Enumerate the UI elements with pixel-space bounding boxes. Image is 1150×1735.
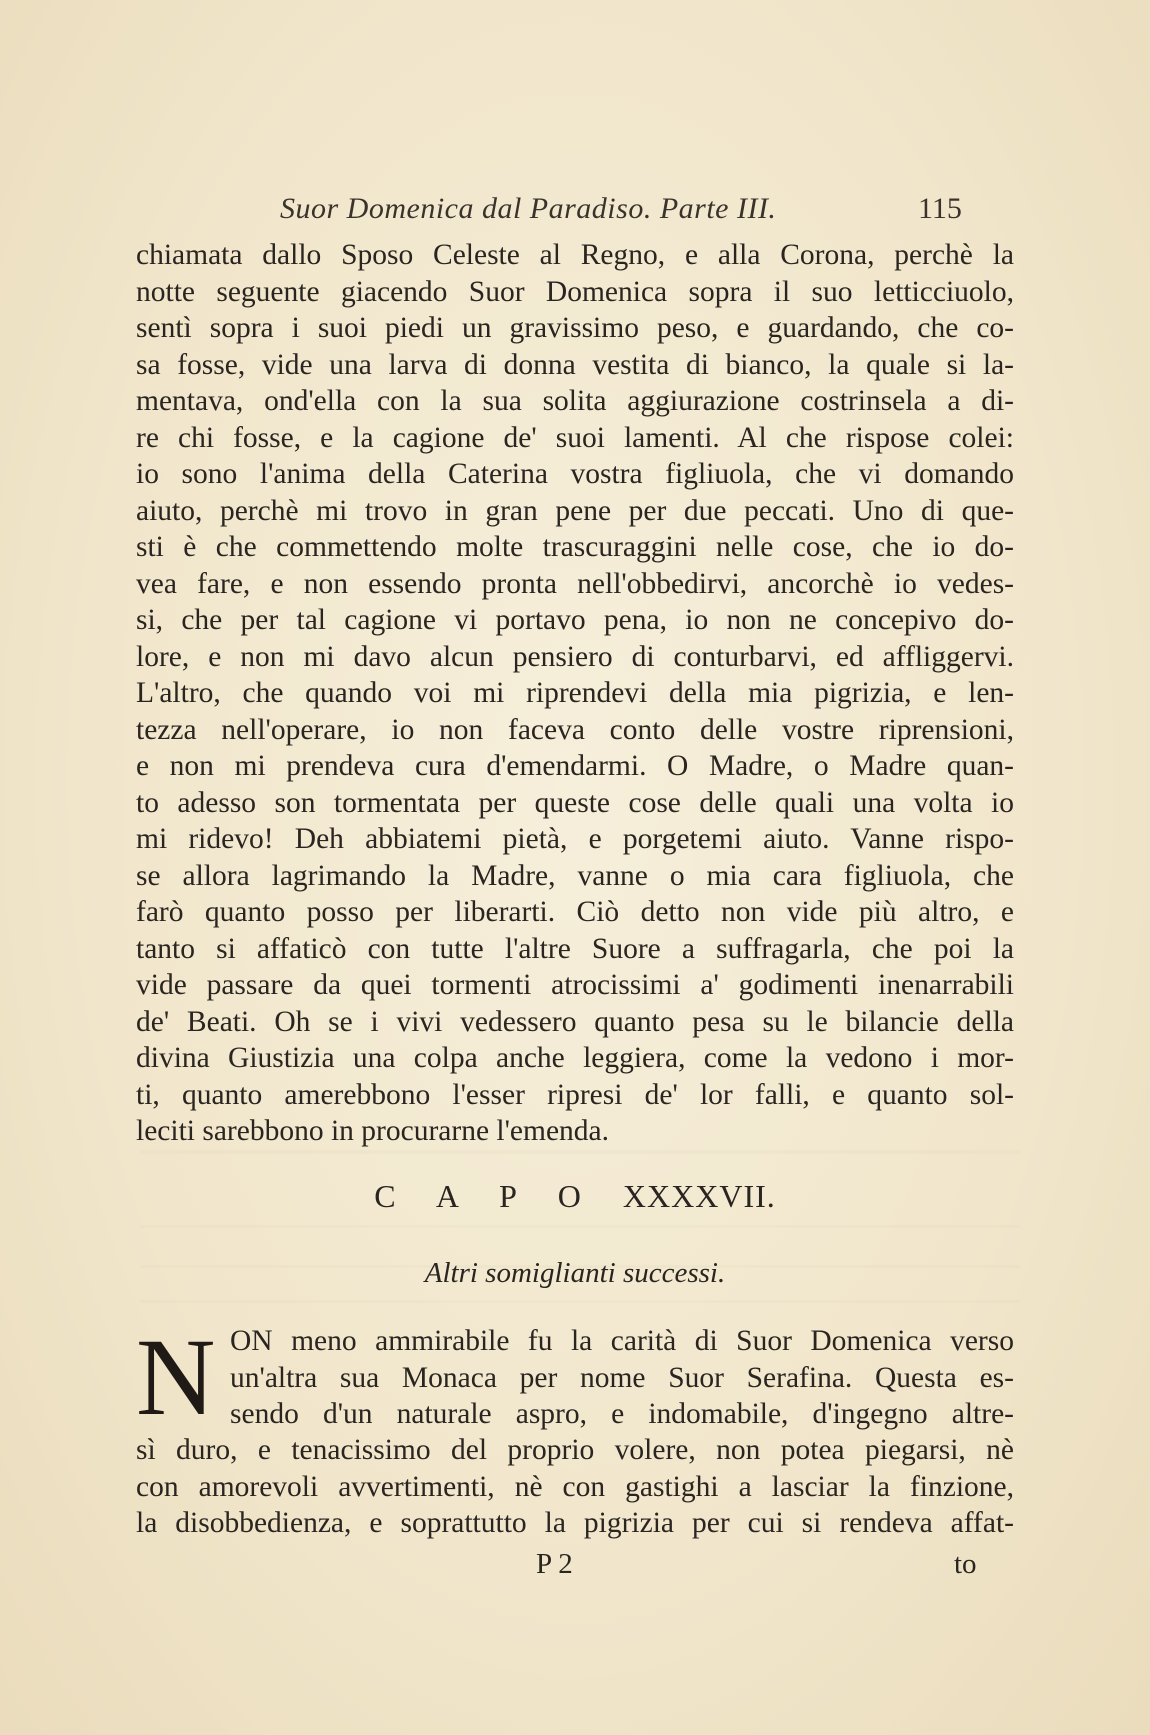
text-line: e non mi prendeva cura d'emendarmi. O Madre, o Madre quan-	[136, 750, 1014, 782]
text-line: de' Beati. Oh se i vivi vedessero quanto pesa su le bilancie della	[136, 1005, 1014, 1038]
text-line: sti è che commettendo molte trascuraggini nelle cose, che io do-	[136, 531, 1014, 563]
chapter-heading	[0, 1178, 1150, 1215]
text-line: tezza nell'operare, io non faceva conto delle vostre riprensioni,	[136, 713, 1014, 746]
text-line: sa fosse, vide una larva di donna vestita di bianco, la quale si la-	[136, 348, 1014, 381]
text-line: notte seguente giacendo Suor Domenica sopra il suo letticciuolo,	[136, 275, 1014, 308]
drop-cap-initial: N	[136, 1316, 216, 1438]
chapter-paragraph-indented	[230, 1323, 1014, 1433]
text-line: la disobbedienza, e soprattutto la pigrizia per cui si rendeva affat-	[136, 1507, 1014, 1539]
text-line: aiuto, perchè mi trovo in gran pene per due peccati. Uno di que-	[136, 494, 1014, 527]
text-line: divina Giustizia una colpa anche leggiera, come la vedono i mor-	[136, 1042, 1014, 1074]
text-line: re chi fosse, e la cagione de' suoi lamenti. Al che rispose colei:	[136, 421, 1014, 454]
text-line: un'altra sua Monaca per nome Suor Serafina. Questa es-	[230, 1361, 1014, 1394]
text-line: se allora lagrimando la Madre, vanne o mia cara figliuola, che	[136, 859, 1014, 892]
text-line: mi ridevo! Deh abbiatemi pietà, e porgetemi aiuto. Vanne rispo-	[136, 823, 1014, 855]
text-line: farò quanto posso per liberarti. Ciò detto non vide più altro, e	[136, 896, 1014, 928]
text-line: vide passare da quei tormenti atrocissimi a' godimenti inenarrabili	[136, 969, 1014, 1001]
chapter-title: C A P O XXXXVII.	[374, 1178, 776, 1214]
text-line: mentava, ond'ella con la sua solita aggiurazione costrinsela a di-	[136, 385, 1014, 417]
main-paragraph	[136, 237, 1014, 1150]
text-line: io sono l'anima della Caterina vostra figliuola, che vi domando	[136, 458, 1014, 490]
chapter-subtitle: Altri somiglianti successi.	[424, 1257, 726, 1289]
text-line: ON meno ammirabile fu la carità di Suor Domenica verso	[230, 1325, 1014, 1357]
text-line: leciti sarebbono in procurarne l'emenda.	[136, 1115, 610, 1147]
chapter-paragraph	[136, 1432, 1014, 1542]
text-line: chiamata dallo Sposo Celeste al Regno, e alla Corona, perchè la	[136, 239, 1014, 271]
text-line: sì duro, e tenacissimo del proprio volere, non potea piegarsi, nè	[136, 1434, 1014, 1466]
running-title: Suor Domenica dal Paradiso. Parte III.	[280, 192, 777, 225]
text-line: con amorevoli avvertimenti, nè con gastighi a lasciar la finzione,	[136, 1470, 1014, 1503]
text-line: ti, quanto amerebbono l'esser ripresi de' lor falli, e quanto sol-	[136, 1078, 1014, 1111]
text-line: L'altro, che quando voi mi riprendevi della mia pigrizia, e len-	[136, 677, 1014, 709]
text-line: vea fare, e non essendo pronta nell'obbedirvi, ancorchè io vedes-	[136, 567, 1014, 600]
text-line: sendo d'un naturale aspro, e indomabile, d'ingegno altre-	[230, 1398, 1014, 1430]
running-head	[280, 192, 980, 226]
text-line: lore, e non mi davo alcun pensiero di conturbarvi, ed affliggervi.	[136, 640, 1014, 673]
catchword: to	[954, 1548, 977, 1580]
text-line: tanto si affaticò con tutte l'altre Suore a suffragarla, che poi la	[136, 932, 1014, 965]
page-number: 115	[918, 192, 962, 225]
signature-mark: P 2	[536, 1548, 573, 1580]
text-line: sentì sopra i suoi piedi un gravissimo peso, e guardando, che co-	[136, 312, 1014, 344]
text-line: si, che per tal cagione vi portavo pena, io non ne concepivo do-	[136, 604, 1014, 636]
text-line: to adesso son tormentata per queste cose delle quali una volta io	[136, 786, 1014, 819]
